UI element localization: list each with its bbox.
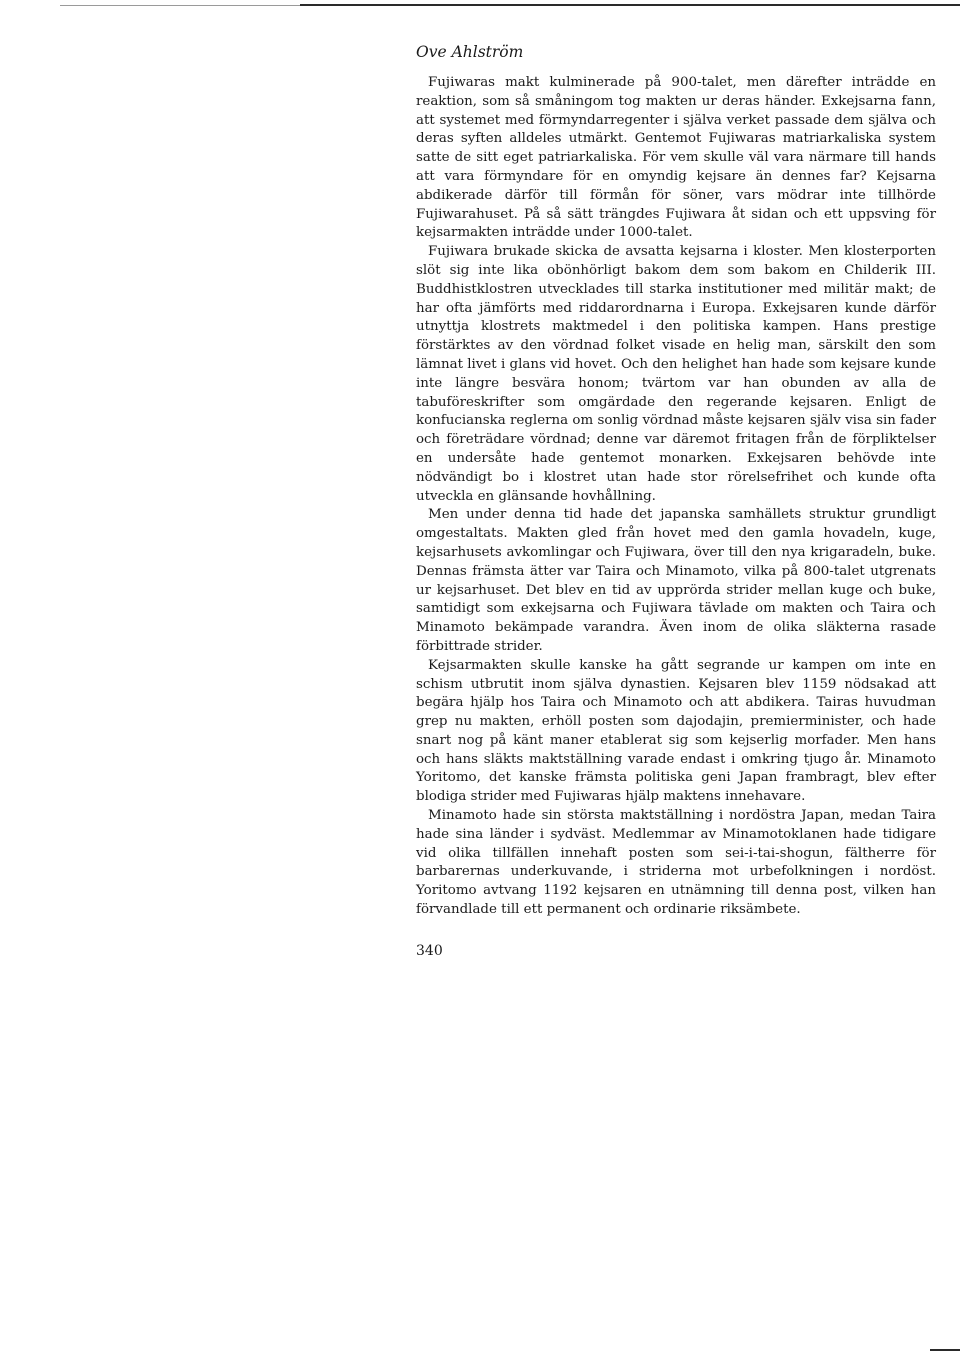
scan-edge-line [60,5,300,6]
paragraph: Fujiwaras makt kulminerade på 900-talet, men därefter inträdde en reaktion, som så småningom tog makten ur deras händer. Exkejsarna fann, att systemet med förmyndarregenter i själva verket passade dem själva och deras syften alldeles utmärkt. Gentemot Fujiwaras matriarkaliska system satte de sitt eget patriarkaliska. För vem skulle väl vara närmare till hands att vara förmyndare för en omyndig kejsare än dennes far? Kejsarna abdikerade därför till förmån för söner, vars mödrar inte tillhörde Fujiwarahuset. På så sätt trängdes Fujiwara åt sidan och ett uppsving för kejsarmakten inträdde under 1000-talet. [416,75,936,241]
paragraph: Kejsarmakten skulle kanske ha gått segrande ur kampen om inte en schism utbrutit inom själva dynastien. Kejsaren blev 1159 nödsakad att begära hjälp hos Taira och Minamoto och att abdikera. Tairas huvudman grep nu makten, erhöll posten som dajodajin, premierminister, och hade snart nog på känt maner etablerat sig som kejserlig morfader. Men hans och hans släkts maktställning varade endast i omkring tjugo år. Minamoto Yoritomo, det kanske främsta politiska geni Japan frambragt, blev efter blodiga strider med Fujiwaras hjälp maktens innehavare. [416,657,936,805]
paragraph: Men under denna tid hade det japanska samhällets struktur grundligt omgestaltats. Makten gled från hovet med den gamla hovadeln, kuge, kejsarhusets avkomlingar och Fujiwara, över till den nya krigaradeln, buke. Dennas främsta ätter var Taira och Minamoto, vilka på 800-talet utgrenats ur kejsarhuset. Det blev en tid av upprörda strider mellan kuge och buke, samtidigt som exkejsarna och Fujiwara tävlade om makten och Taira och Minamoto bekämpade varandra. Även inom de olika släkterna rasade förbittrade strider. [416,507,936,654]
body-text [416,74,936,920]
paragraph: Fujiwara brukade skicka de avsatta kejsarna i kloster. Men klosterporten slöt sig inte lika obönhörligt bakom dem som bakom en Childerik III. Buddhistklostren utvecklades till starka institutioner med militär makt; de har ofta jämförts med riddarordnarna i Europa. Exkejsaren kunde därför utnyttja klostrets maktmedel i den politiska kampen. Hans prestige förstärktes av den vördnad folket visade en helig man, särskilt den som lämnat livet i glans vid hovet. Och den helighet han hade som kejsare kunde inte längre besvära honom; tvärtom var han obunden av alla de tabuföreskrifter som omgärdade den regerande kejsaren. Enligt de konfucianska reglerna om sonlig vördnad måste kejsaren själv visa sin fader och företrädare vördnad; denne var däremot fritagen från de förpliktelser en undersåte hade gentemot monarken. Exkejsaren behövde inte nödvändigt bo i klostret utan hade stor rörelsefrihet och kunde ofta utveckla en glänsande hovhållning. [416,244,936,504]
page-number: 340 [416,942,443,959]
paragraph: Minamoto hade sin största maktställning i nordöstra Japan, medan Taira hade sina länder i sydväst. Medlemmar av Minamotoklanen hade tidigare vid olika tillfällen innehaft posten som sei-i-tai-shogun, fältherre för barbarernas underkuvande, i striderna mot urbefolkningen i nordöst. Yoritomo avtvang 1192 kejsaren en utnämning till denna post, vilken han förvandlade till ett permanent och ordinarie riksämbete. [416,808,936,918]
bottom-rule [930,1349,960,1351]
running-head: Ove Ahlström [416,43,524,61]
top-rule [300,4,960,6]
book-page [416,40,936,960]
